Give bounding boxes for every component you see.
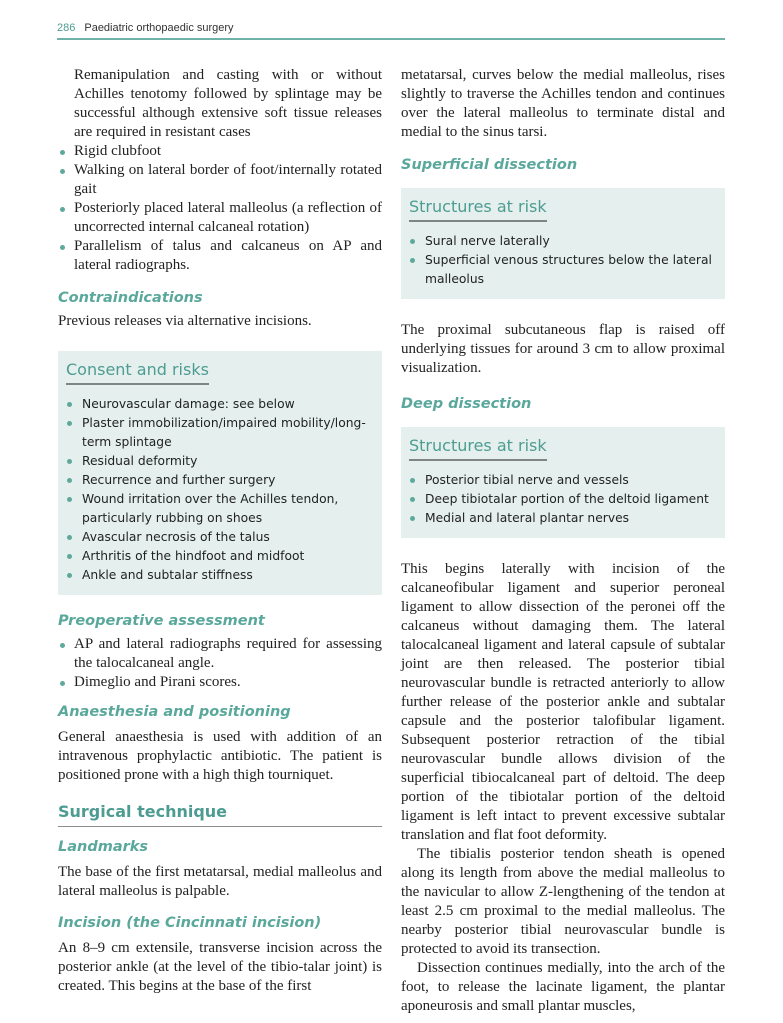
list-item: AP and lateral radiographs required for assessing the talocalcaneal angle.: [58, 635, 382, 673]
indication-list: [58, 142, 382, 275]
incision-text: An 8–9 cm extensile, transverse incision across the posterior ankle (at the level of the tibio-talar joint) is created. This begins at the base of the first: [58, 940, 382, 994]
deep-dissection-heading: Deep dissection: [401, 396, 532, 412]
list-item: Dimeglio and Pirani scores.: [58, 673, 382, 692]
landmarks-text: The base of the first metatarsal, medial malleolus and lateral malleolus is palpable.: [58, 864, 382, 899]
list-item: Medial and lateral plantar nerves: [409, 509, 717, 528]
list-item: Posterior tibial nerve and vessels: [409, 471, 717, 490]
running-title: Paediatric orthopaedic surgery: [84, 22, 234, 34]
contraindications-text: Previous releases via alternative incisions.: [58, 313, 312, 329]
list-item: Sural nerve laterally: [409, 232, 717, 251]
list-item: Avascular necrosis of the talus: [66, 528, 374, 547]
box-title: Structures at risk: [409, 196, 547, 222]
intro-continuation: Remanipulation and casting with or without Achilles tenotomy followed by splintage may be successful although extensive soft tissue releases are required in resistant cases: [74, 67, 382, 140]
deep-paragraph: The tibialis posterior tendon sheath is opened along its length from above the medial malleolus to the navicular to allow Z-lengthening of the tendon at least 2.5 cm proximal to the medial malleolus. The nearby posterior tibial neurovascular bundle is protected to avoid its transection.: [401, 846, 725, 957]
preoperative-list: [58, 635, 382, 692]
superficial-structures-box: [401, 188, 725, 299]
incision-continuation: metatarsal, curves below the medial malleolus, rises slightly to traverse the Achilles tendon and continues over the lateral malleolus to terminate distal and medial to the sinus tarsi.: [401, 67, 725, 140]
list-item: Ankle and subtalar stiffness: [66, 566, 374, 585]
running-head: [57, 22, 725, 40]
incision-heading: Incision (the Cincinnati incision): [58, 915, 322, 931]
list-item: Arthritis of the hindfoot and midfoot: [66, 547, 374, 566]
box-title: Structures at risk: [409, 435, 547, 461]
deep-paragraph: This begins laterally with incision of the calcaneofibular ligament and superior peroneal ligament to allow dissection of the peronei off the calcaneus without damaging them. The lateral talocalcaneal ligament and lateral capsule of subtalar joint are then released. The posterior tibial neurovascular bundle is retracted anteriorly to allow further release of the posterior ankle and subtalar capsule and the posterior talofibular ligament. Subsequent posterior retraction of the tibial neurovascular bundle allows division of the superficial tibiocalcaneal part of deltoid. The deep portion of the tibiotalar portion of the deltoid ligament is left intact to prevent excessive subtalar translation and flat foot deformity.: [401, 561, 725, 843]
superficial-text: The proximal subcutaneous flap is raised off underlying tissues for around 3 cm to allow proximal visualization.: [401, 322, 725, 376]
list-item: Posteriorly placed lateral malleolus (a reflection of uncorrected internal calcaneal rotation): [58, 199, 382, 237]
list-item: Neurovascular damage: see below: [66, 395, 374, 414]
list-item: Rigid clubfoot: [58, 142, 382, 161]
right-column: [401, 66, 725, 1016]
contraindications-heading: Contraindications: [58, 290, 203, 306]
list-item: Wound irritation over the Achilles tendon, particularly rubbing on shoes: [66, 490, 374, 528]
list-item: Plaster immobilization/impaired mobility/long-term splintage: [66, 414, 374, 452]
deep-structures-list: [409, 471, 717, 528]
page-number: 286: [57, 22, 76, 34]
anaesthesia-text: General anaesthesia is used with addition of an intravenous prophylactic antibiotic. The patient is positioned prone with a high thigh tourniquet.: [58, 729, 382, 783]
list-item: Residual deformity: [66, 452, 374, 471]
anaesthesia-heading: Anaesthesia and positioning: [58, 704, 291, 720]
deep-paragraph: Dissection continues medially, into the arch of the foot, to release the lacinate ligament, the plantar aponeurosis and small plantar muscles,: [401, 960, 725, 1014]
box-title: Consent and risks: [66, 359, 209, 385]
deep-structures-box: [401, 427, 725, 538]
list-item: Parallelism of talus and calcaneus on AP and lateral radiographs.: [58, 237, 382, 275]
landmarks-heading: Landmarks: [58, 839, 149, 855]
superficial-dissection-heading: Superficial dissection: [401, 157, 578, 173]
surgical-technique-heading: Surgical technique: [58, 801, 382, 827]
list-item: Deep tibiotalar portion of the deltoid ligament: [409, 490, 717, 509]
list-item: Walking on lateral border of foot/internally rotated gait: [58, 161, 382, 199]
list-item: Recurrence and further surgery: [66, 471, 374, 490]
list-item: Superficial venous structures below the lateral malleolus: [409, 251, 717, 289]
left-column: [58, 66, 382, 996]
superficial-structures-list: [409, 232, 717, 289]
consent-risks-box: [58, 351, 382, 595]
consent-risks-list: [66, 395, 374, 585]
preoperative-heading: Preoperative assessment: [58, 613, 265, 629]
